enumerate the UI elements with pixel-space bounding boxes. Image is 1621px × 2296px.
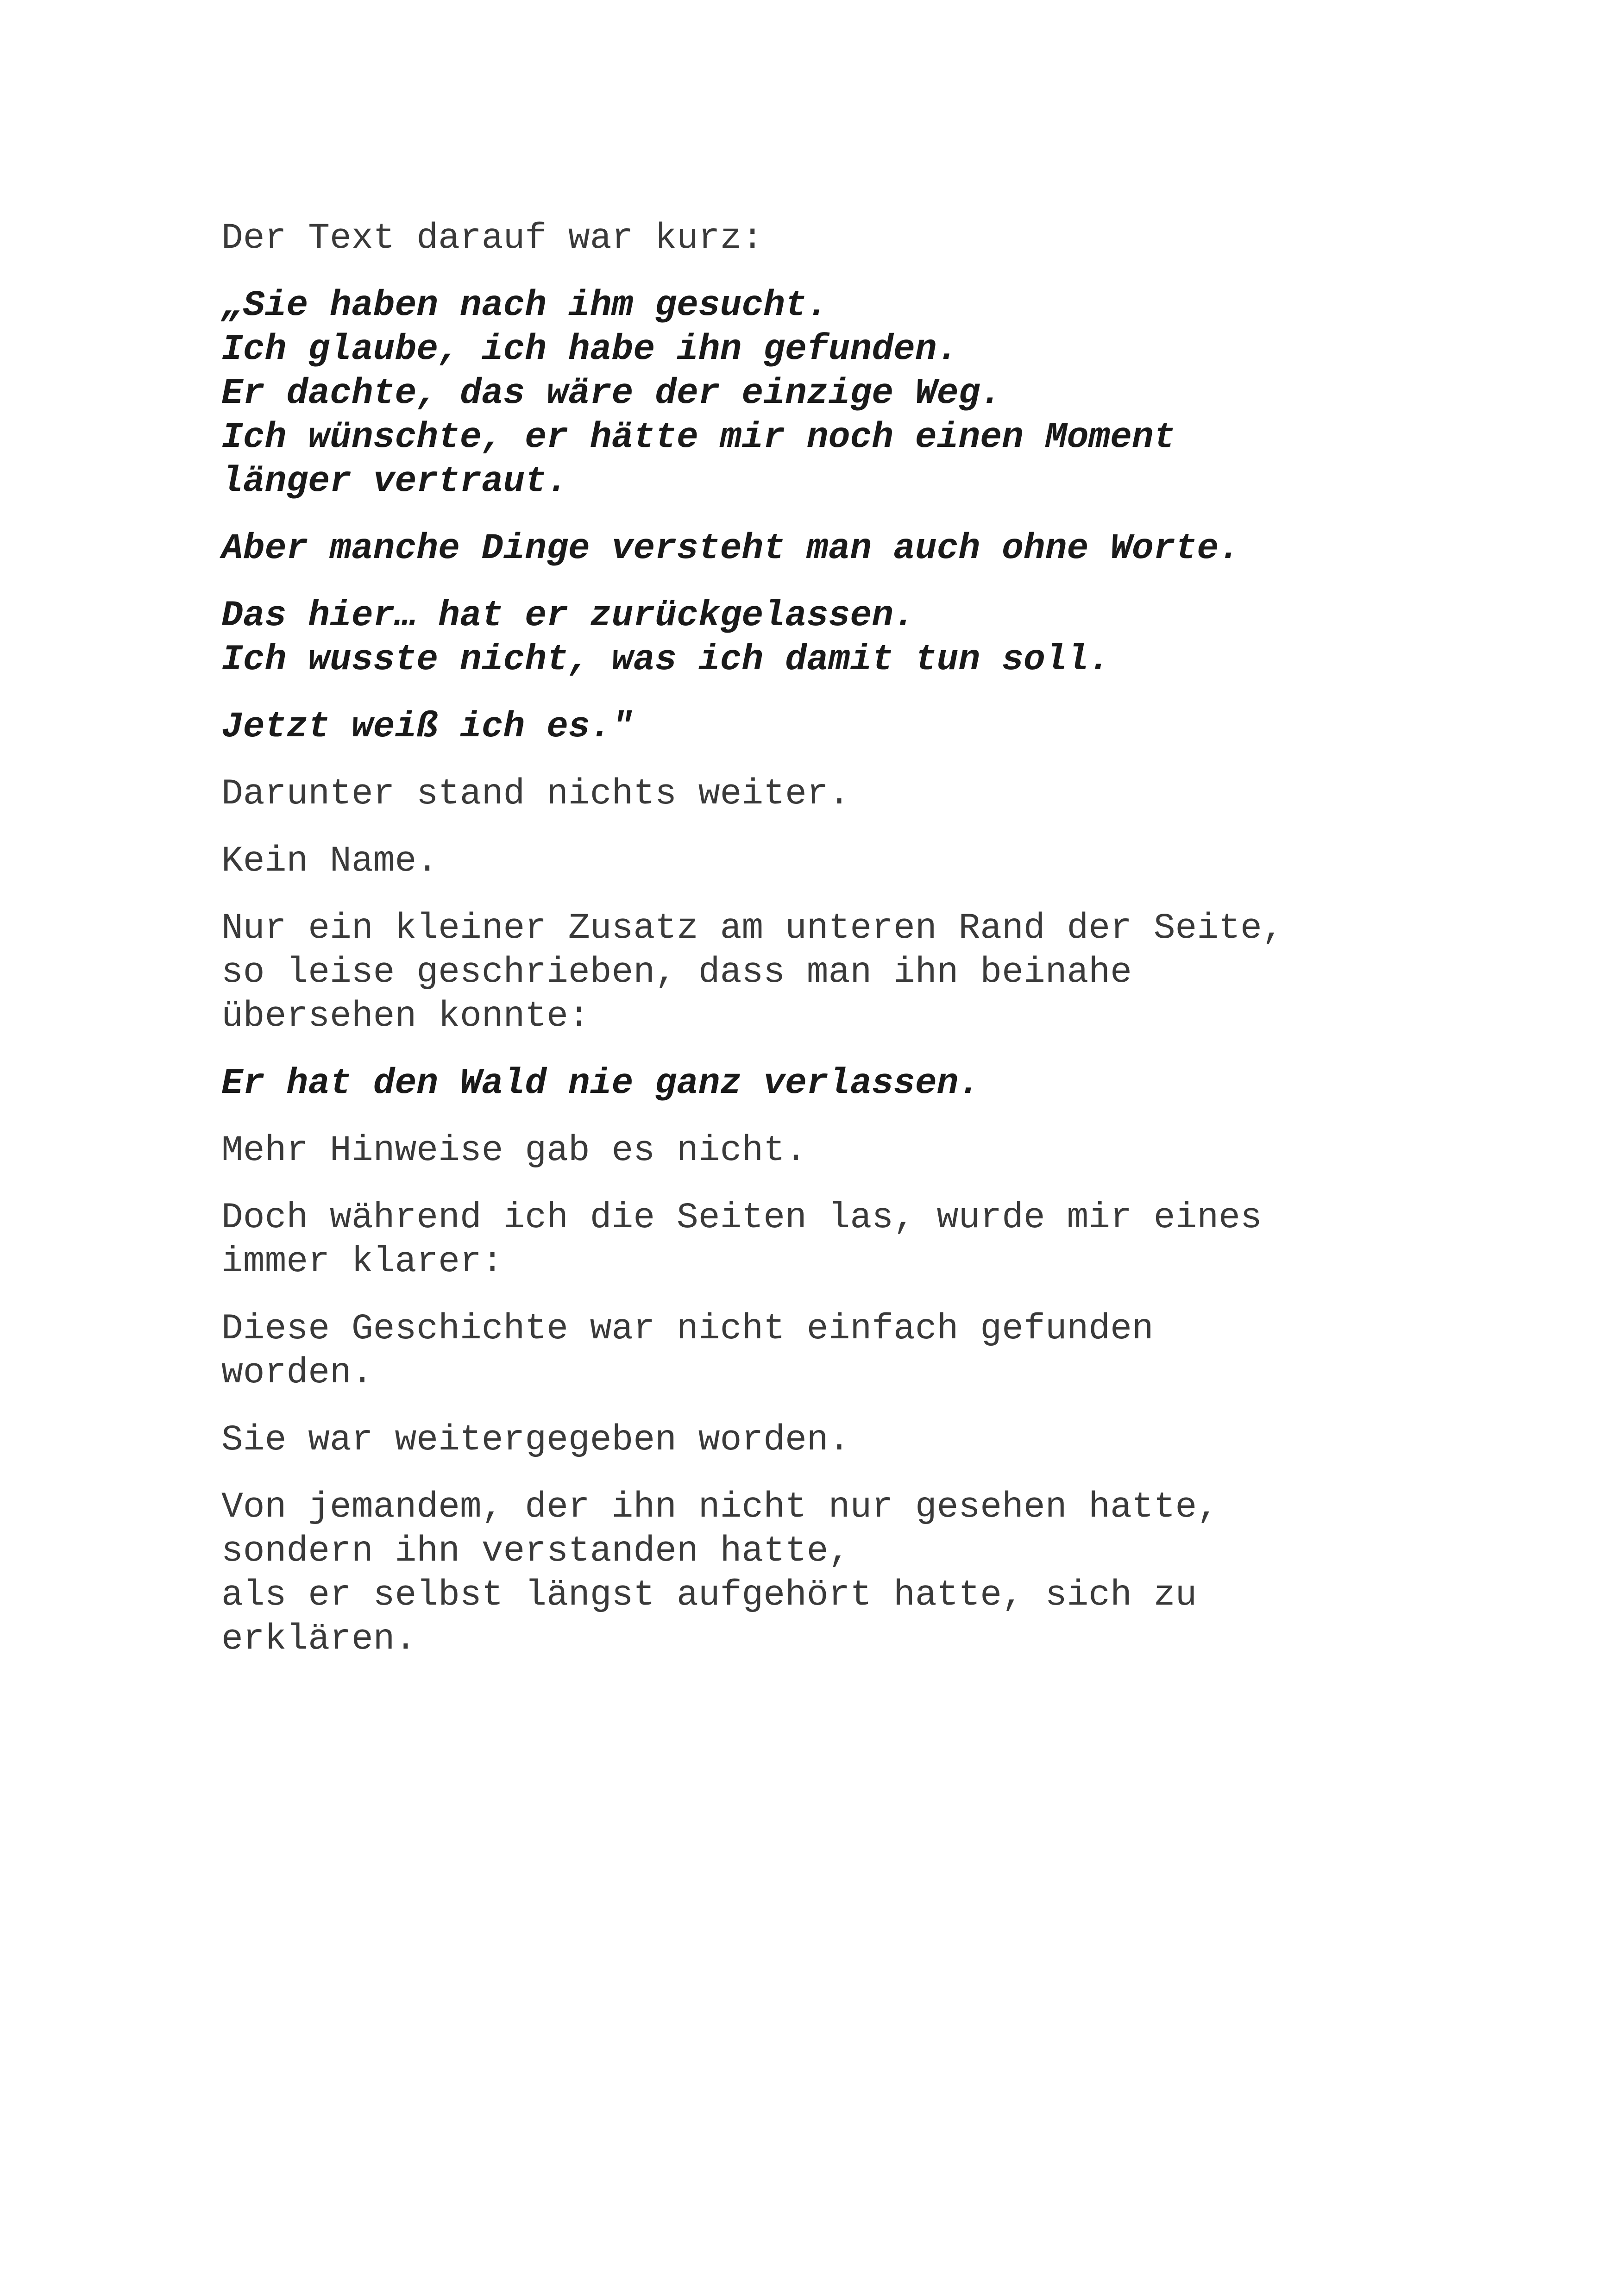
text-line: worden. (221, 1353, 373, 1393)
text-line: Kein Name. (221, 841, 439, 882)
document-body (221, 217, 1426, 1685)
text-line: Darunter stand nichts weiter. (221, 774, 850, 815)
text-line: als er selbst längst aufgehört hatte, sich zu (221, 1575, 1197, 1616)
text-line: „Sie haben nach ihm gesucht. (221, 285, 829, 326)
body-paragraph (221, 772, 1426, 816)
text-line: Jetzt weiß ich es." (221, 707, 634, 747)
text-line: Ich wünschte, er hätte mir noch einen Moment (221, 417, 1175, 458)
body-paragraph (221, 1196, 1426, 1284)
quoted-paragraph (221, 1062, 1426, 1106)
body-paragraph (221, 1307, 1426, 1395)
body-paragraph (221, 1418, 1426, 1462)
text-line: Das hier… hat er zurückgelassen. (221, 596, 915, 636)
body-paragraph (221, 840, 1426, 884)
body-paragraph (221, 1486, 1426, 1662)
text-line: Ich wusste nicht, was ich damit tun soll. (221, 640, 1111, 680)
text-line: Sie war weitergegeben worden. (221, 1420, 850, 1461)
text-line: länger vertraut. (221, 461, 568, 502)
text-line: Doch während ich die Seiten las, wurde mir eines (221, 1198, 1262, 1238)
text-line: Ich glaube, ich habe ihn gefunden. (221, 329, 959, 370)
text-line: Mehr Hinweise gab es nicht. (221, 1130, 807, 1171)
text-line: erklären. (221, 1619, 417, 1660)
text-line: Aber manche Dinge versteht man auch ohne Worte. (221, 528, 1240, 569)
text-line: so leise geschrieben, dass man ihn beinahe (221, 952, 1132, 993)
text-line: übersehen konnte: (221, 996, 590, 1037)
body-paragraph (221, 217, 1426, 261)
quoted-paragraph (221, 284, 1426, 504)
text-line: sondern ihn verstanden hatte, (221, 1531, 850, 1572)
quoted-paragraph (221, 705, 1426, 749)
quoted-paragraph (221, 527, 1426, 571)
text-line: Von jemandem, der ihn nicht nur gesehen hatte, (221, 1487, 1219, 1528)
body-paragraph (221, 1129, 1426, 1173)
text-line: immer klarer: (221, 1242, 503, 1282)
text-line: Nur ein kleiner Zusatz am unteren Rand der Seite, (221, 908, 1284, 949)
body-paragraph (221, 907, 1426, 1039)
quoted-paragraph (221, 594, 1426, 682)
text-line: Der Text darauf war kurz: (221, 218, 764, 259)
text-line: Er dachte, das wäre der einzige Weg. (221, 373, 1002, 414)
text-line: Er hat den Wald nie ganz verlassen. (221, 1063, 980, 1104)
text-line: Diese Geschichte war nicht einfach gefunden (221, 1309, 1154, 1349)
